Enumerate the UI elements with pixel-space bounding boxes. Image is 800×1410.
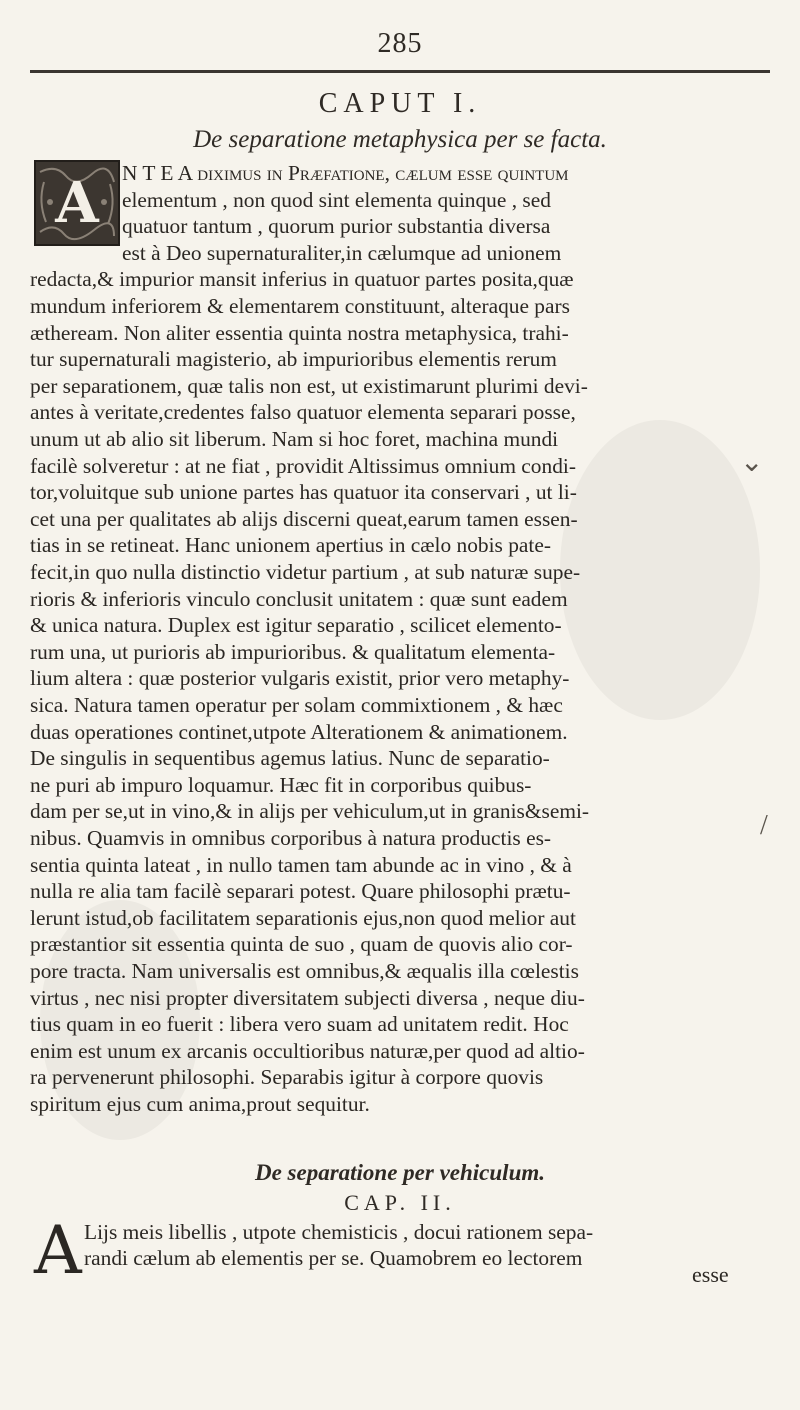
text-line: unum ut ab alio sit liberum. Nam si hoc foret, machina mundi [30, 427, 559, 451]
text-line: sentia quinta lateat , in nullo tamen tam abunde ac in vino , & à [30, 852, 572, 877]
catchword: esse [692, 1262, 729, 1287]
text-line: redacta,& impurior mansit inferius in quatuor partes posita,quæ [30, 267, 574, 292]
text-line: nibus. Quamvis in omnibus corporibus à natura productis es- [30, 826, 552, 850]
text-line: Lijs meis libellis , utpote chemisticis , docui rationem sepa- [84, 1220, 594, 1244]
text-line: est à Deo supernaturaliter,in cælumque ad unionem [122, 240, 562, 265]
text-line: ra pervenerunt philosophi. Separabis igitur à corpore quovis [30, 1065, 544, 1090]
text-line: spiritum ejus cum anima,prout sequitur. [30, 1092, 370, 1116]
section-chapter: CAP. II. [344, 1190, 456, 1215]
text-line: enim est unum ex arcanis occultioribus naturæ,per quod ad altio- [30, 1038, 585, 1063]
section-initial: A [34, 1212, 82, 1289]
text-line: per separationem, quæ talis non est, ut existimarunt plurimi devi- [30, 373, 588, 398]
text-line: & unica natura. Duplex est igitur separatio , scilicet elemento- [30, 613, 562, 638]
chapter-heading: CAPUT I. [318, 88, 482, 119]
text-line: ne puri ab impuro loquamur. Hæc fit in corporibus quibus- [30, 772, 532, 797]
text-line: tur supernaturali magisterio, ab impurioribus elementis rerum [30, 347, 557, 372]
section-title: De separatione per vehiculum. [254, 1160, 546, 1185]
page-number: 285 [377, 28, 423, 59]
text-line: tor,voluitque sub unione partes has quatuor ita conservari , ut li- [30, 480, 577, 505]
text-line: pore tracta. Nam universalis est omnibus,& æqualis illa cœlestis [30, 959, 579, 983]
margin-mark: / [760, 810, 768, 841]
text-line: lium altera : quæ posterior vulgaris existit, prior vero metaphy- [30, 666, 570, 691]
text-line: præstantior sit essentia quinta de suo , quam de quovis alio cor- [30, 932, 573, 957]
text-line: quatuor tantum , quorum purior substantia diversa [122, 214, 551, 239]
text-line: fecit,in quo nulla distinctio videtur partium , at sub naturæ supe- [30, 560, 581, 584]
text-line: facilè solveretur : at ne fiat , providit Altissimus omnium condi- [30, 453, 576, 478]
text-line: virtus , nec nisi propter diversitatem subjecti diversa , neque diu- [30, 985, 585, 1010]
text-line: randi cælum ab elementis per se. Quamobrem eo lectorem [84, 1246, 583, 1270]
decorated-initial [34, 160, 120, 246]
header-rule [30, 70, 770, 73]
initial-letter: A [55, 170, 99, 236]
text-line: ætheream. Non aliter essentia quinta nostra metaphysica, trahi- [30, 320, 569, 345]
text-line: N T E A diximus in Præfatione, cælum esse quintum [122, 161, 569, 185]
text-line: sica. Natura tamen operatur per solam commixtionem , & hæc [30, 693, 563, 717]
text-line: De singulis in sequentibus agemus latius. Nunc de separatio- [30, 746, 550, 771]
text-line: cet una per qualitates ab alijs discerni queat,earum tamen essen- [30, 506, 578, 531]
text-line: nulla re alia tam facilè separari potest. Quare philosophi prætu- [30, 879, 571, 904]
text-line: duas operationes continet,utpote Alterationem & animationem. [30, 719, 568, 744]
text-line: tias in se retineat. Hanc unionem apertius in cælo nobis pate- [30, 533, 551, 558]
text-line: antes à veritate,credentes falso quatuor elementa separari posse, [30, 400, 576, 425]
margin-mark: ⌄ [740, 447, 764, 478]
chapter-title: De separatione metaphysica per se facta. [193, 126, 607, 153]
text-line: rum una, ut purioris ab impurioribus. & qualitatum elementa- [30, 639, 556, 664]
text-line: dam per se,ut in vino,& in alijs per vehiculum,ut in granis&semi- [30, 799, 590, 824]
text-line: rioris & inferioris vinculo conclusit unitatem : quæ sunt eadem [30, 586, 568, 611]
text-line: lerunt istud,ob facilitatem separationis ejus,non quod melior aut [30, 905, 576, 930]
text-line: elementum , non quod sint elementa quinque , sed [122, 187, 551, 212]
text-line: mundum inferiorem & elementarem constituunt, alteraque pars [30, 294, 570, 318]
text-line: tius quam in eo fuerit : libera vero suam ad unitatem redit. Hoc [30, 1012, 569, 1037]
